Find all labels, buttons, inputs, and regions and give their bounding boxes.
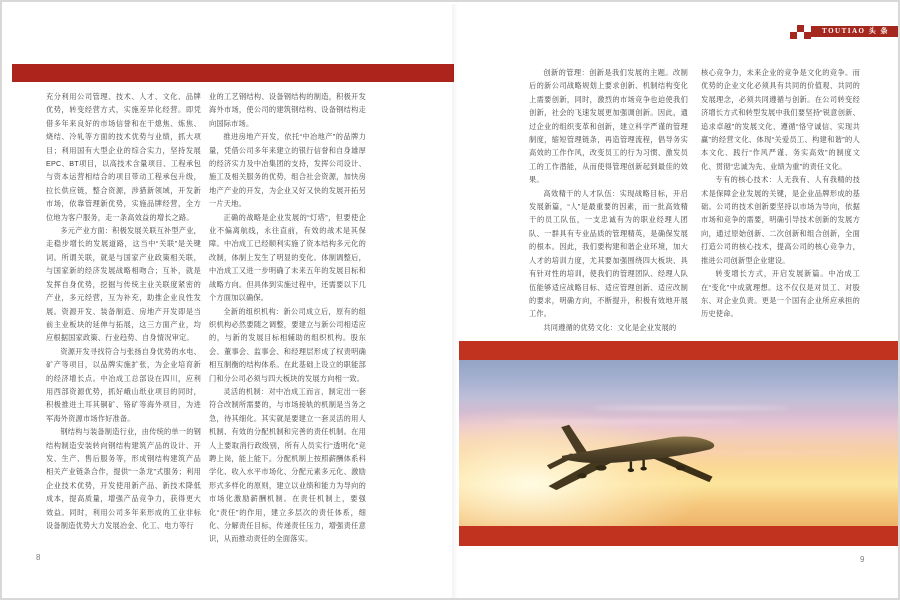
paragraph: 共同遵循的优势文化：文化是企业发展的 [543,322,677,332]
left-page-column-2 [209,90,366,546]
paragraph: 多元产业方面：积极发展关联互补型产业，走稳步增长的发展道路，这当中“关联”是关键词。所谓关联，就是与国家产业政策相关联，与国家新的经济发展战略相吻合；互补，就是发挥自身优势，挖掘与传统主业关联度紧密的产业，多元经营，互为补充，助推企业良性发展。资源开发、装备制造、房地产开发即是当前主业板块的延伸与拓展，这三方面产业，均应根据国家政策、行业趋势、自身情况审定。 [46,226,201,343]
paragraph: 正确的战略是企业发展的“灯塔”，但要使企业不偏离航线，永往直前，有效的战术是其保障。中冶成工已经顺利实施了资本结构多元化的改制，体制上发生了明显的变化。体制调整后，中冶成工又进一步明确了未来五年的发展目标和战略方向。但具体到实施过程中，还需要以下几个方面加以确保。 [209,212,366,303]
photo-top-bar [459,341,900,360]
checker-decoration [804,32,811,39]
airplane-silhouette [499,420,764,500]
paragraph: 核心竞争力，未来企业的竞争是文化的竞争。而优势的企业文化必须具有共同的价值观、共同的发展理念，必须共同遵循与创新。在公司转变经济增长方式和转型发展中我们要坚持“锐意创新、追求卓越”的发展文化、遵循“恪守诚信、实现共赢”的经营文化、体现“关爱员工、构建和谐”的人本文化、践行“作风严谨、务实高效”的制度文化、贯彻“忠诚为先、业绩为重”的责任文化。 [701,68,860,171]
page-number-left: 8 [36,553,41,562]
airplane-photo-block [459,341,900,546]
left-page-column-1 [46,90,201,532]
paragraph: 充分利用公司管理、技术、人才、文化、品牌优势，转变经营方式，实施差异化经营。即凭借多年来良好的市场信誉和在干熄焦、炼焦、烧结、冷轧等方面的技术优势与业绩，抓大项目；利用国有大型企业的综合实力，坚持发展EPC、BT项目，以高技术含量项目、工程承包与资本运营相结合的项目带动工程承包升级，拉长供应链，整合资源，涉猎新领域，开发新市场，依靠管理新优势，实施品牌经营，全方位地为客户服务，走一条高效益的增长之路。 [46,92,201,222]
cloud-streak [591,406,789,410]
paragraph: 资源开发寻找符合与张扬自身优势的水电、矿产等项目，以品牌实施扩张，为企业培育新的经济增长点。中冶成工总部设在四川，应利用西部资源优势，抓好峨山纸业项目的同时，积极推进土耳其铜矿、铬矿等海外项目，为进军海外资源市场作好准备。 [46,346,201,423]
paragraph: 业的工艺钢结构、设备钢结构的制造，积极开发海外市场，使公司的建筑钢结构、设备钢结构走向国际市场。 [209,92,366,128]
paragraph: 创新的管理：创新是我们发展的主题。改制后的新公司战略规划上要求创新、机制结构变化上需要创新，同时，激烈的市场竞争也迫使我们创新，社会的飞速发展更加强调创新。因此，通过企业的组织变革和创新，建立科学严谨的管理制度，缩短管理链条，再造管理流程，倡导务实高效的工作作风，改变员工的行为习惯、激发员工的工作潜能，从而使得管理创新起到最佳的效果。 [529,68,688,185]
paragraph: 推进房地产开发，依托“中冶地产”的品牌力量，凭借公司多年来建立的银行信誉和自身雄厚的经济实力及中冶集团的支持，发挥公司设计、施工及相关服务的优势，组合社会资源，加快房地产产业的开发，为企业又好又快的发展开拓另一片天地。 [209,132,366,209]
photo-bottom-bar [459,526,900,546]
left-accent-bar [12,64,454,82]
paragraph: 专有的核心技术：人无我有、人有我精的技术是保障企业发展的关键，是企业品牌形成的基础。公司的技术创新要坚持以市场为导向，依据市场和竞争的需要，明确引导技术创新的发展方向，通过原始创新、二次创新和组合创新，全面打造公司的核心技术，提高公司的核心竞争力，推进公司创新型企业建设。 [701,175,860,265]
header-title: TOUTIAO 头 条 [811,26,900,37]
paragraph: 钢结构与装备制造行业，由传统的单一的钢结构制造安装转向钢结构建筑产品的设计、开发、生产、售后服务等，形成钢结构建筑产品相关产业链条合作，提供“一条龙”式服务；利用企业技术优势，开发使用新产品、新技术降低成本，提高质量，增强产品竞争力，获得更大效益。同时，利用公司多年来形成的工业非标设备制造优势大力发展冶金、化工、电力等行 [46,427,201,530]
page-number-right: 9 [860,555,865,564]
right-page-column-1 [529,66,688,334]
paragraph: 全新的组织机构：新公司成立后，原有的组织机构必然要随之调整，要建立与新公司相适应的，与新的发展目标相辅助的组织机构。股东会、董事会、监事会、和经理层形成了权责明确相互制衡的结构体系。在此基础上设立的职能部门和分公司必须与四大板块的发展方向相一致。 [209,306,366,383]
paragraph: 高效精干的人才队伍：实现战略目标，开启发展新篇，“人”是最重要的因素，而一批高效精干的员工队伍，一支忠诚有为的职业经理人团队、一群具有专业品质的管理精英，是确保发展的根本。因此，我们要构建和谐企业环境，加大人才的培训力度，尤其要加强围绕四大板块、具有针对性的培训，使我们的管理团队、经理人队伍能够适应战略目标、适应管理创新、适应改制的要求，明确方向，不断提升，积极有效地开展工作。 [529,188,688,319]
paragraph: 灵活的机制：对中冶成工而言，制定出一套符合改制所需要的，与市场接轨的机制是当务之急，待其细化。其实就是要建立一套灵活的用人机制、有效的分配机制和完善的责任机制。在用人上要取消行政级别，所有人员实行“透明化”竞聘上岗，能上能下。分配机制上按照薪酬体系科学化、收入水平市场化、分配元素多元化、激励形式多样化的原则，建立以业绩和能力为导向的市场化激励薪酬机制。在责任机制上，要强化“责任”的作用，建立多层次的责任体系，细化、分解责任目标，传递责任压力，增强责任意识，从而推动责任的全面落实。 [209,386,366,544]
right-page-column-2 [701,66,860,321]
paragraph: 转变增长方式，开启发展新篇。中冶成工在“变化”中成就理想。这不仅仅是对员工、对股东、对企业负责。更是一个国有企业所应承担的历史使命。 [701,269,860,319]
checker-decoration [790,32,797,39]
gutter-shadow [452,4,459,600]
airplane-sunset-photo [459,360,900,526]
checker-decoration [797,25,804,32]
